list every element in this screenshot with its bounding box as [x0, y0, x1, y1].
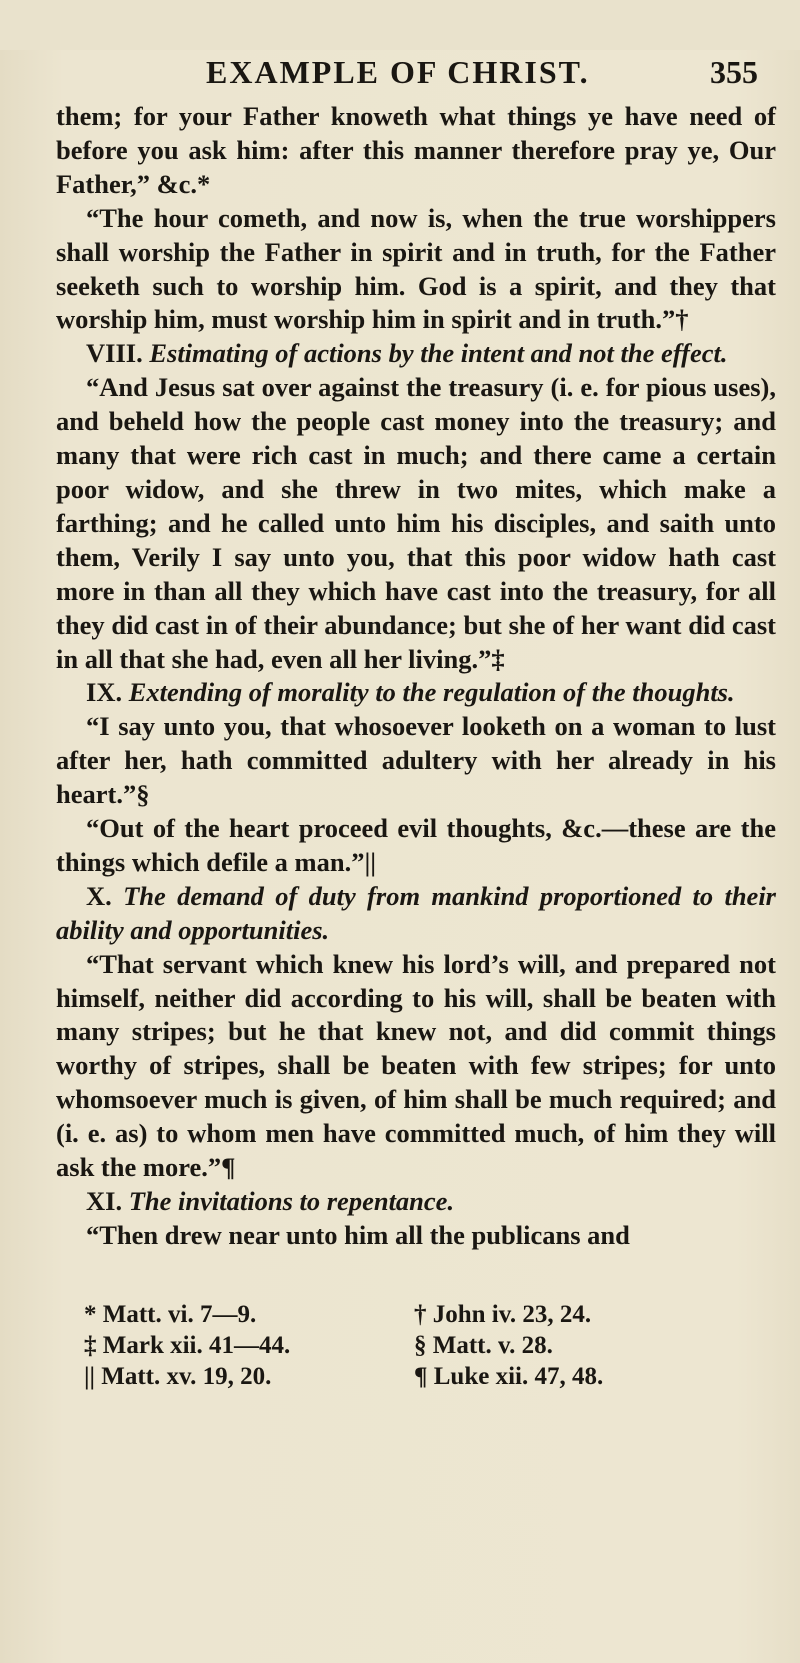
- section-title: Extending of morality to the regulation of the thoughts.: [128, 677, 735, 708]
- footnote: ‡ Mark xii. 41—44.: [84, 1331, 291, 1359]
- running-head: [56, 50, 776, 100]
- paragraph: “The hour cometh, and now is, when the true worshippers shall worship the Father in spirit and in truth, for the Father seeketh such to worship him. God is a spirit, and they that worship him, must worship him in spirit and in truth.”†: [56, 202, 776, 335]
- book-page: [0, 50, 800, 1663]
- paragraph: “I say unto you, that whosoever looketh on a woman to lust after her, hath committed adultery with her already in his heart.”§: [56, 711, 776, 810]
- section-number: VIII.: [86, 338, 143, 369]
- section-heading: [56, 880, 776, 948]
- footnote: † John iv. 23, 24.: [414, 1300, 592, 1328]
- footnote: ¶ Luke xii. 47, 48.: [414, 1362, 604, 1390]
- paragraph: them; for your Father knoweth what things ye have need of before you ask him: after this manner therefore pray ye, Our Father,” &c.*: [56, 101, 776, 199]
- footnote: * Matt. vi. 7—9.: [84, 1300, 257, 1328]
- footnotes: [56, 1299, 776, 1392]
- section-title: The demand of duty from mankind proportioned to their ability and opportunities.: [56, 880, 776, 945]
- footnote: § Matt. v. 28.: [414, 1331, 553, 1359]
- paragraph: “Out of the heart proceed evil thoughts, &c.—these are the things which defile a man.”||: [56, 813, 776, 877]
- section-number: XI.: [86, 1186, 123, 1216]
- paragraph: “That servant which knew his lord’s will, and prepared not himself, neither did according to his will, shall be beaten with many stripes; but he that knew not, and did commit things worthy of stripes, shall be beaten with few stripes; for unto whomsoever much is given, of him shall be much required; and (i. e. as) to whom men have committed much, of him they will ask the more.”¶: [56, 948, 776, 1183]
- section-heading: [56, 1185, 776, 1219]
- running-head-title: EXAMPLE OF CHRIST.: [206, 54, 590, 90]
- body-text: [56, 100, 776, 1253]
- section-heading: [56, 676, 776, 710]
- section-title: The invitations to repentance.: [128, 1186, 455, 1216]
- section-number: X.: [86, 880, 112, 911]
- footnote: || Matt. xv. 19, 20.: [84, 1362, 272, 1390]
- section-title: Estimating of actions by the intent and not the effect.: [149, 338, 728, 369]
- section-number: IX.: [86, 677, 123, 708]
- page-number: 355: [710, 54, 758, 90]
- paragraph: “And Jesus sat over against the treasury (i. e. for pious uses), and beheld how the people cast money into the treasury; and many that were rich cast in much; and there came a certain poor widow, and she threw in two mites, which make a farthing; and he called unto him his disciples, and saith unto them, Verily I say unto you, that this poor widow hath cast more in than all they which have cast into the treasury, for all they did cast in of their abundance; but she of her want did cast in all that she had, even all her living.”‡: [56, 372, 776, 674]
- section-heading: [56, 337, 776, 371]
- paragraph: “Then drew near unto him all the publicans and: [86, 1219, 630, 1250]
